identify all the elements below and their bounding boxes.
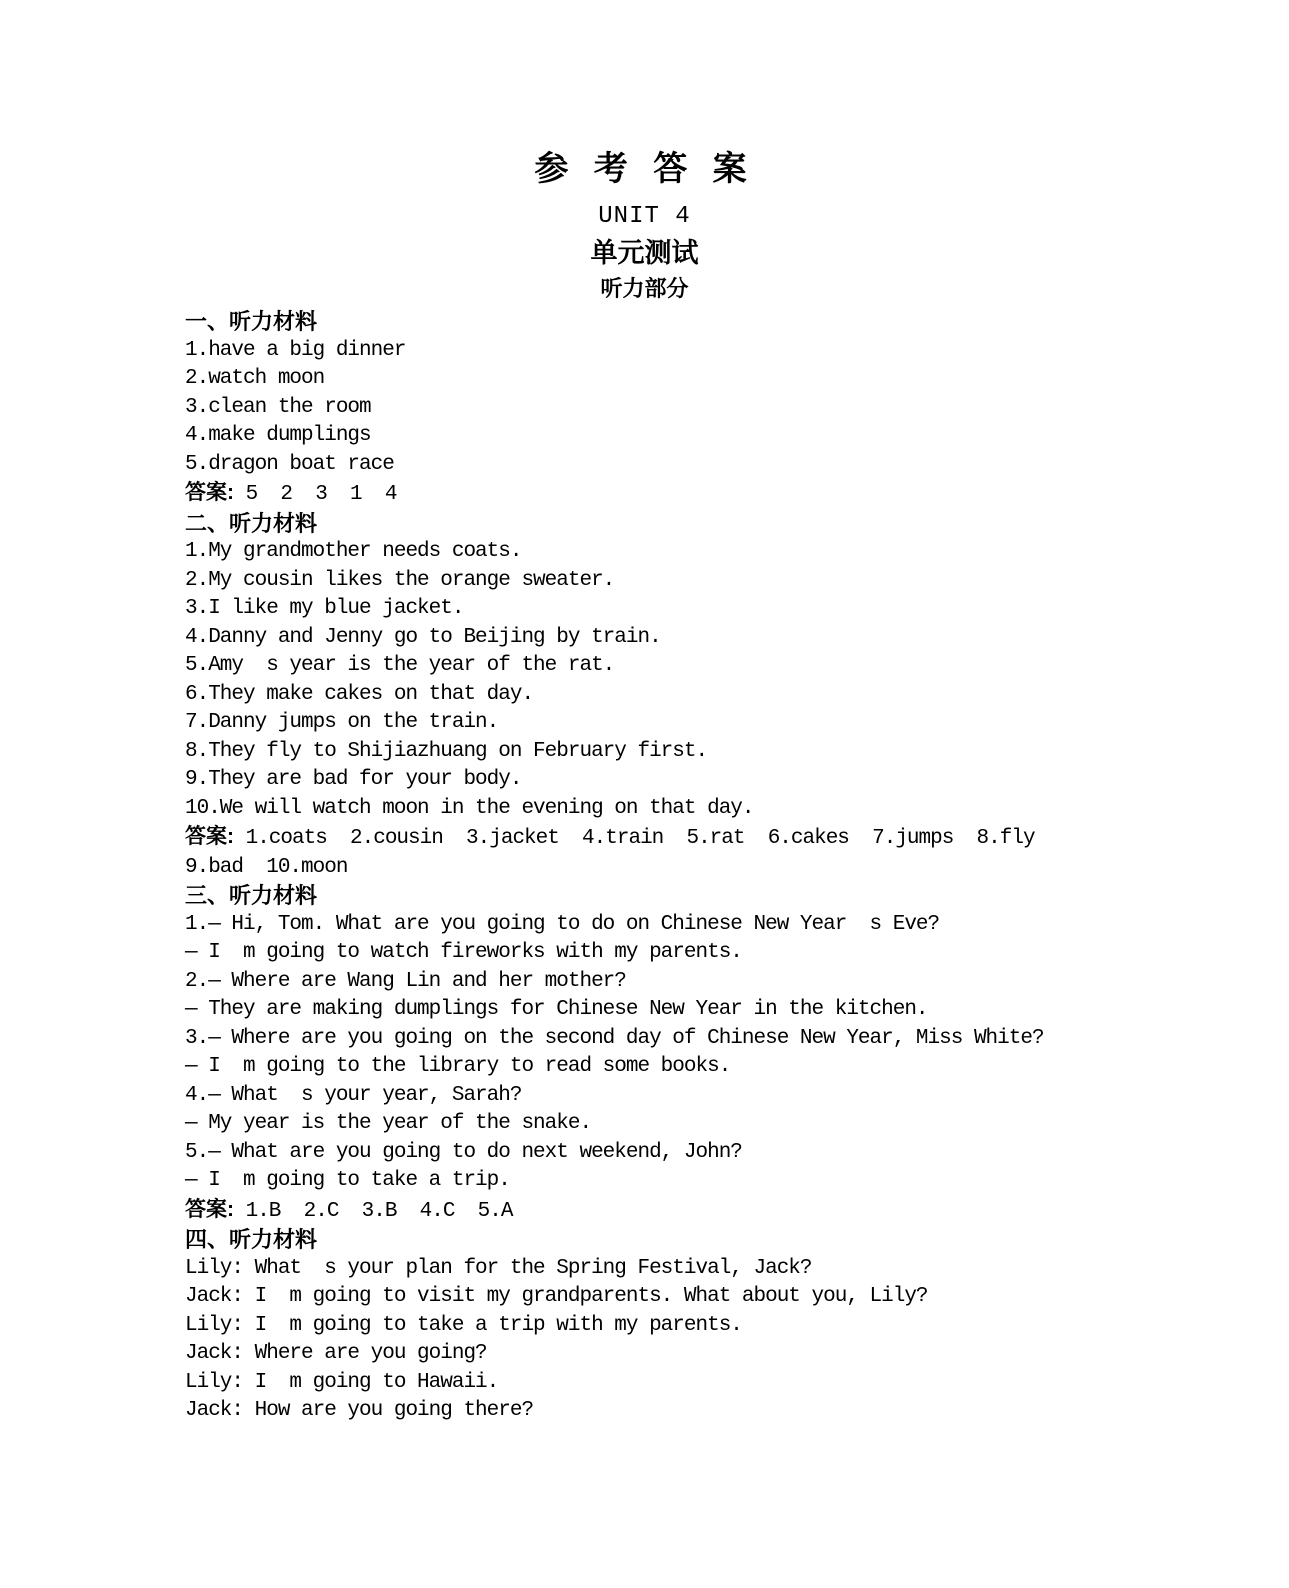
section-listening-2 — [185, 510, 1289, 883]
transcript-line: 1.have a big dinner — [185, 338, 406, 362]
section-listening-3 — [185, 882, 1289, 1226]
transcript-line: — I m going to the library to read some books. — [185, 1055, 731, 1078]
transcript-line: 4.— What s your year, Sarah? — [185, 1083, 522, 1107]
section-heading: 三、听力材料 — [185, 883, 318, 908]
transcript-line: 3.— Where are you going on the second day of Chinese New Year, Miss White? — [185, 1026, 1044, 1050]
answer-label: 答案: — [185, 825, 234, 848]
transcript-line: 4.make dumplings — [185, 424, 371, 447]
transcript-line: 3.clean the room — [185, 395, 371, 419]
transcript-line: 9.They are bad for your body. — [185, 768, 522, 791]
transcript-line: — I m going to watch fireworks with my parents. — [185, 941, 742, 964]
transcript-line: 7.Danny jumps on the train. — [185, 711, 499, 734]
section-heading: 四、听力材料 — [185, 1227, 318, 1252]
section-listening-4 — [185, 1226, 1289, 1426]
answer-values: 1.B 2.C 3.B 4.C 5.A — [234, 1199, 513, 1223]
section-listening-1 — [185, 308, 1289, 510]
unit-title: UNIT 4 — [598, 203, 691, 230]
answer-label: 答案: — [185, 481, 234, 504]
transcript-line: 5.— What are you going to do next weekend, John? — [185, 1140, 742, 1164]
dialogue-line: Lily: I m going to take a trip with my parents. — [185, 1313, 742, 1337]
transcript-line: — My year is the year of the snake. — [185, 1112, 592, 1135]
transcript-line: — I m going to take a trip. — [185, 1169, 510, 1192]
test-title: 单元测试 — [590, 238, 699, 268]
title-block — [0, 0, 1289, 304]
transcript-line: 8.They fly to Shijiazhuang on February first. — [185, 739, 708, 763]
answer-line-continuation: 9.bad 10.moon — [185, 855, 348, 879]
answer-line — [185, 479, 1289, 510]
transcript-line: 1.My grandmother needs coats. — [185, 540, 522, 563]
dialogue-line: Jack: Where are you going? — [185, 1342, 487, 1365]
answer-values: 5 2 3 1 4 — [234, 483, 397, 506]
section-heading: 二、听力材料 — [185, 510, 318, 536]
transcript-line: 2.My cousin likes the orange sweater. — [185, 568, 615, 592]
dialogue-line: Lily: What s your plan for the Spring Festival, Jack? — [185, 1256, 812, 1280]
transcript-line: — They are making dumplings for Chinese New Year in the kitchen. — [185, 998, 928, 1021]
dialogue-line: Jack: How are you going there? — [185, 1399, 534, 1422]
dialogue-line: Jack: I m going to visit my grandparents. What about you, Lily? — [185, 1285, 928, 1308]
transcript-line: 1.— Hi, Tom. What are you going to do on Chinese New Year s Eve? — [185, 912, 940, 936]
transcript-line: 2.watch moon — [185, 367, 325, 390]
transcript-line: 10.We will watch moon in the evening on that day. — [185, 796, 754, 820]
answer-line — [185, 823, 1289, 854]
answer-line — [185, 1196, 1289, 1227]
page-title: 参 考 答 案 — [534, 150, 755, 188]
transcript-line: 3.I like my blue jacket. — [185, 597, 464, 620]
document-body — [185, 308, 1289, 1426]
transcript-line: 5.Amy s year is the year of the rat. — [185, 654, 615, 677]
answer-label: 答案: — [185, 1197, 234, 1221]
dialogue-line: Lily: I m going to Hawaii. — [185, 1370, 499, 1394]
transcript-line: 5.dragon boat race — [185, 452, 394, 476]
answer-values: 1.coats 2.cousin 3.jacket 4.train 5.rat 6.cakes 7.jumps 8.fly — [234, 827, 1035, 850]
section-heading: 一、听力材料 — [185, 309, 318, 334]
part-title: 听力部分 — [600, 276, 689, 301]
transcript-line: 2.— Where are Wang Lin and her mother? — [185, 969, 626, 993]
transcript-line: 4.Danny and Jenny go to Beijing by train. — [185, 625, 661, 649]
transcript-line: 6.They make cakes on that day. — [185, 682, 534, 706]
